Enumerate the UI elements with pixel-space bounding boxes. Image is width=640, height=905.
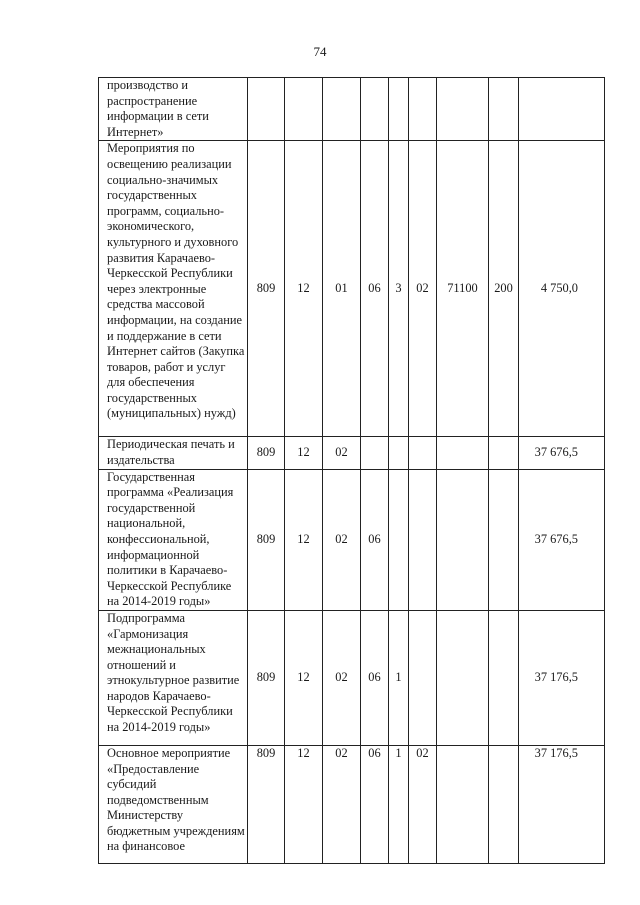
direction-code: 71100 [437, 141, 489, 437]
amount: 37 176,5 [519, 610, 605, 745]
direction-code [437, 469, 489, 610]
ministry-code: 809 [248, 437, 285, 469]
subsection-code: 02 [323, 610, 361, 745]
section-code: 12 [285, 469, 323, 610]
ministry-code [248, 78, 285, 141]
subprogram-code: 1 [389, 745, 409, 863]
expense-type-code [489, 745, 519, 863]
program-code [361, 78, 389, 141]
row-name: Основное мероприятие «Предоставление субсидий подведомственным Министерству бюджетным учреждениям на финансовое [99, 745, 248, 863]
row-name: Мероприятия по освещению реализации социально-значимых государственных программ, социально-экономического, культурного и духовного развития Карачаево-Черкесской Республики через электронные средства массовой информации, на создание и поддержание в сети Интернет сайтов (Закупка товаров, работ и услуг для обеспечения государственных (муниципальных) нужд) [99, 141, 248, 437]
table-row [99, 469, 605, 610]
expense-type-code [489, 469, 519, 610]
section-code: 12 [285, 437, 323, 469]
direction-code [437, 437, 489, 469]
subprogram-code: 3 [389, 141, 409, 437]
row-name: Подпрограмма «Гармонизация межнациональных отношений и этнокультурное развитие народов Карачаево-Черкесской Республики на 2014-2019 годы» [99, 610, 248, 745]
event-code [409, 437, 437, 469]
subprogram-code: 1 [389, 610, 409, 745]
event-code [409, 469, 437, 610]
table-row [99, 141, 605, 437]
row-name: Государственная программа «Реализация государственной национальной, конфессиональной, информационной политики в Карачаево-Черкесской Республике на 2014-2019 годы» [99, 469, 248, 610]
program-code [361, 437, 389, 469]
event-code: 02 [409, 141, 437, 437]
expense-type-code [489, 437, 519, 469]
subsection-code: 02 [323, 469, 361, 610]
ministry-code: 809 [248, 469, 285, 610]
subsection-code [323, 78, 361, 141]
subprogram-code [389, 78, 409, 141]
budget-table [98, 77, 605, 864]
table-row [99, 437, 605, 469]
table-row [99, 78, 605, 141]
section-code: 12 [285, 610, 323, 745]
amount: 37 176,5 [519, 745, 605, 863]
direction-code [437, 78, 489, 141]
subsection-code: 02 [323, 437, 361, 469]
program-code: 06 [361, 610, 389, 745]
program-code: 06 [361, 469, 389, 610]
subsection-code: 02 [323, 745, 361, 863]
table-row [99, 610, 605, 745]
direction-code [437, 610, 489, 745]
program-code: 06 [361, 141, 389, 437]
event-code: 02 [409, 745, 437, 863]
expense-type-code [489, 610, 519, 745]
section-code: 12 [285, 745, 323, 863]
table-row [99, 745, 605, 863]
ministry-code: 809 [248, 745, 285, 863]
program-code: 06 [361, 745, 389, 863]
row-name: производство и распространение информации в сети Интернет» [99, 78, 248, 141]
section-code: 12 [285, 141, 323, 437]
event-code [409, 78, 437, 141]
subsection-code: 01 [323, 141, 361, 437]
section-code [285, 78, 323, 141]
amount: 4 750,0 [519, 141, 605, 437]
amount: 37 676,5 [519, 469, 605, 610]
page-number: 74 [313, 44, 327, 59]
expense-type-code: 200 [489, 141, 519, 437]
expense-type-code [489, 78, 519, 141]
subprogram-code [389, 437, 409, 469]
amount [519, 78, 605, 141]
amount: 37 676,5 [519, 437, 605, 469]
direction-code [437, 745, 489, 863]
ministry-code: 809 [248, 141, 285, 437]
ministry-code: 809 [248, 610, 285, 745]
subprogram-code [389, 469, 409, 610]
row-name: Периодическая печать и издательства [99, 437, 248, 469]
event-code [409, 610, 437, 745]
